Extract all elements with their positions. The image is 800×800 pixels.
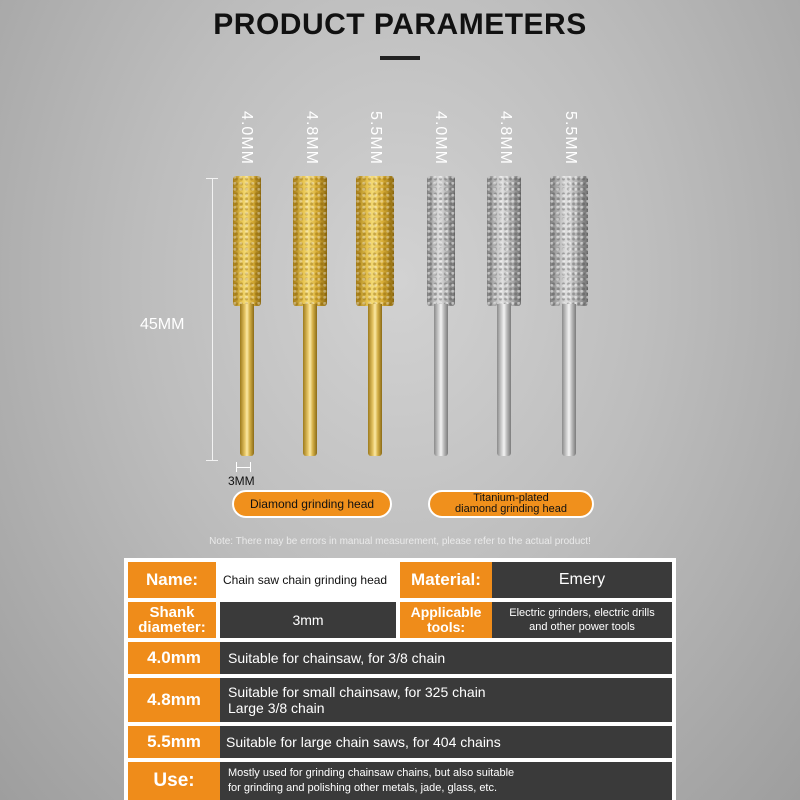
titanium-badge-line: diamond grinding head bbox=[455, 503, 567, 515]
bit-shank bbox=[240, 304, 254, 456]
spec-value-line: Mostly used for grinding chainsaw chains, but also suitable bbox=[228, 767, 515, 779]
spec-value-line: Large 3/8 chain bbox=[228, 700, 325, 716]
title-underline bbox=[380, 56, 420, 60]
spec-label-line: tools: bbox=[426, 619, 466, 635]
spec-label-line: Shank bbox=[149, 604, 195, 621]
spec-value bbox=[492, 602, 672, 638]
spec-label: Name: bbox=[128, 562, 216, 598]
spec-label: 4.8mm bbox=[128, 678, 220, 722]
shank-dimension-line bbox=[236, 467, 250, 468]
bit-shank bbox=[434, 304, 448, 456]
spec-value-line: and other power tools bbox=[529, 621, 635, 633]
spec-value-line: Electric grinders, electric drills bbox=[509, 607, 655, 619]
titanium-badge bbox=[428, 490, 594, 518]
spec-value-line: Suitable for small chainsaw, for 325 chain bbox=[228, 684, 486, 700]
spec-label: Material: bbox=[400, 562, 492, 598]
spec-label bbox=[128, 602, 216, 638]
spec-value bbox=[220, 762, 672, 800]
dimension-tick bbox=[206, 460, 218, 461]
spec-value: Chain saw chain grinding head bbox=[220, 562, 396, 598]
bit-shank bbox=[368, 304, 382, 456]
bit-size-label: 5.5MM bbox=[367, 111, 384, 165]
spec-value-line: for grinding and polishing other metals, jade, glass, etc. bbox=[228, 782, 498, 794]
grinding-head bbox=[233, 176, 261, 306]
grinding-head bbox=[293, 176, 327, 306]
bit-shank bbox=[562, 304, 576, 456]
dimension-tick bbox=[206, 178, 218, 179]
bit-shank bbox=[497, 304, 511, 456]
bit-size-label: 4.8MM bbox=[497, 111, 514, 165]
bit-size-label: 5.5MM bbox=[562, 111, 579, 165]
bit-size-label: 4.0MM bbox=[432, 111, 449, 165]
titanium-badge-line: Titanium-plated bbox=[473, 492, 549, 504]
spec-value: Emery bbox=[492, 562, 672, 598]
spec-value: Suitable for chainsaw, for 3/8 chain bbox=[220, 642, 672, 674]
grinding-head bbox=[550, 176, 588, 306]
dimension-tick bbox=[250, 462, 251, 472]
spec-label-line: Applicable bbox=[410, 604, 482, 620]
spec-label bbox=[400, 602, 492, 638]
diamond-badge: Diamond grinding head bbox=[232, 490, 392, 518]
grinding-head bbox=[427, 176, 455, 306]
spec-value: 3mm bbox=[220, 602, 396, 638]
spec-value bbox=[220, 678, 672, 722]
length-dimension-line bbox=[212, 178, 213, 460]
spec-table bbox=[124, 558, 676, 800]
bit-size-label: 4.0MM bbox=[238, 111, 255, 165]
grinding-head bbox=[487, 176, 521, 306]
spec-label: 5.5mm bbox=[128, 726, 220, 758]
grinding-head bbox=[356, 176, 394, 306]
shank-label: 3MM bbox=[228, 474, 255, 488]
measurement-note: Note: There may be errors in manual measurement, please refer to the actual product! bbox=[209, 536, 591, 547]
spec-label-line: diameter: bbox=[138, 619, 206, 636]
spec-value: Suitable for large chain saws, for 404 chains bbox=[220, 726, 672, 758]
bit-shank bbox=[303, 304, 317, 456]
page-title: PRODUCT PARAMETERS bbox=[213, 8, 587, 41]
spec-label: 4.0mm bbox=[128, 642, 220, 674]
bit-size-label: 4.8MM bbox=[303, 111, 320, 165]
length-label: 45MM bbox=[140, 316, 185, 333]
spec-label: Use: bbox=[128, 762, 220, 800]
